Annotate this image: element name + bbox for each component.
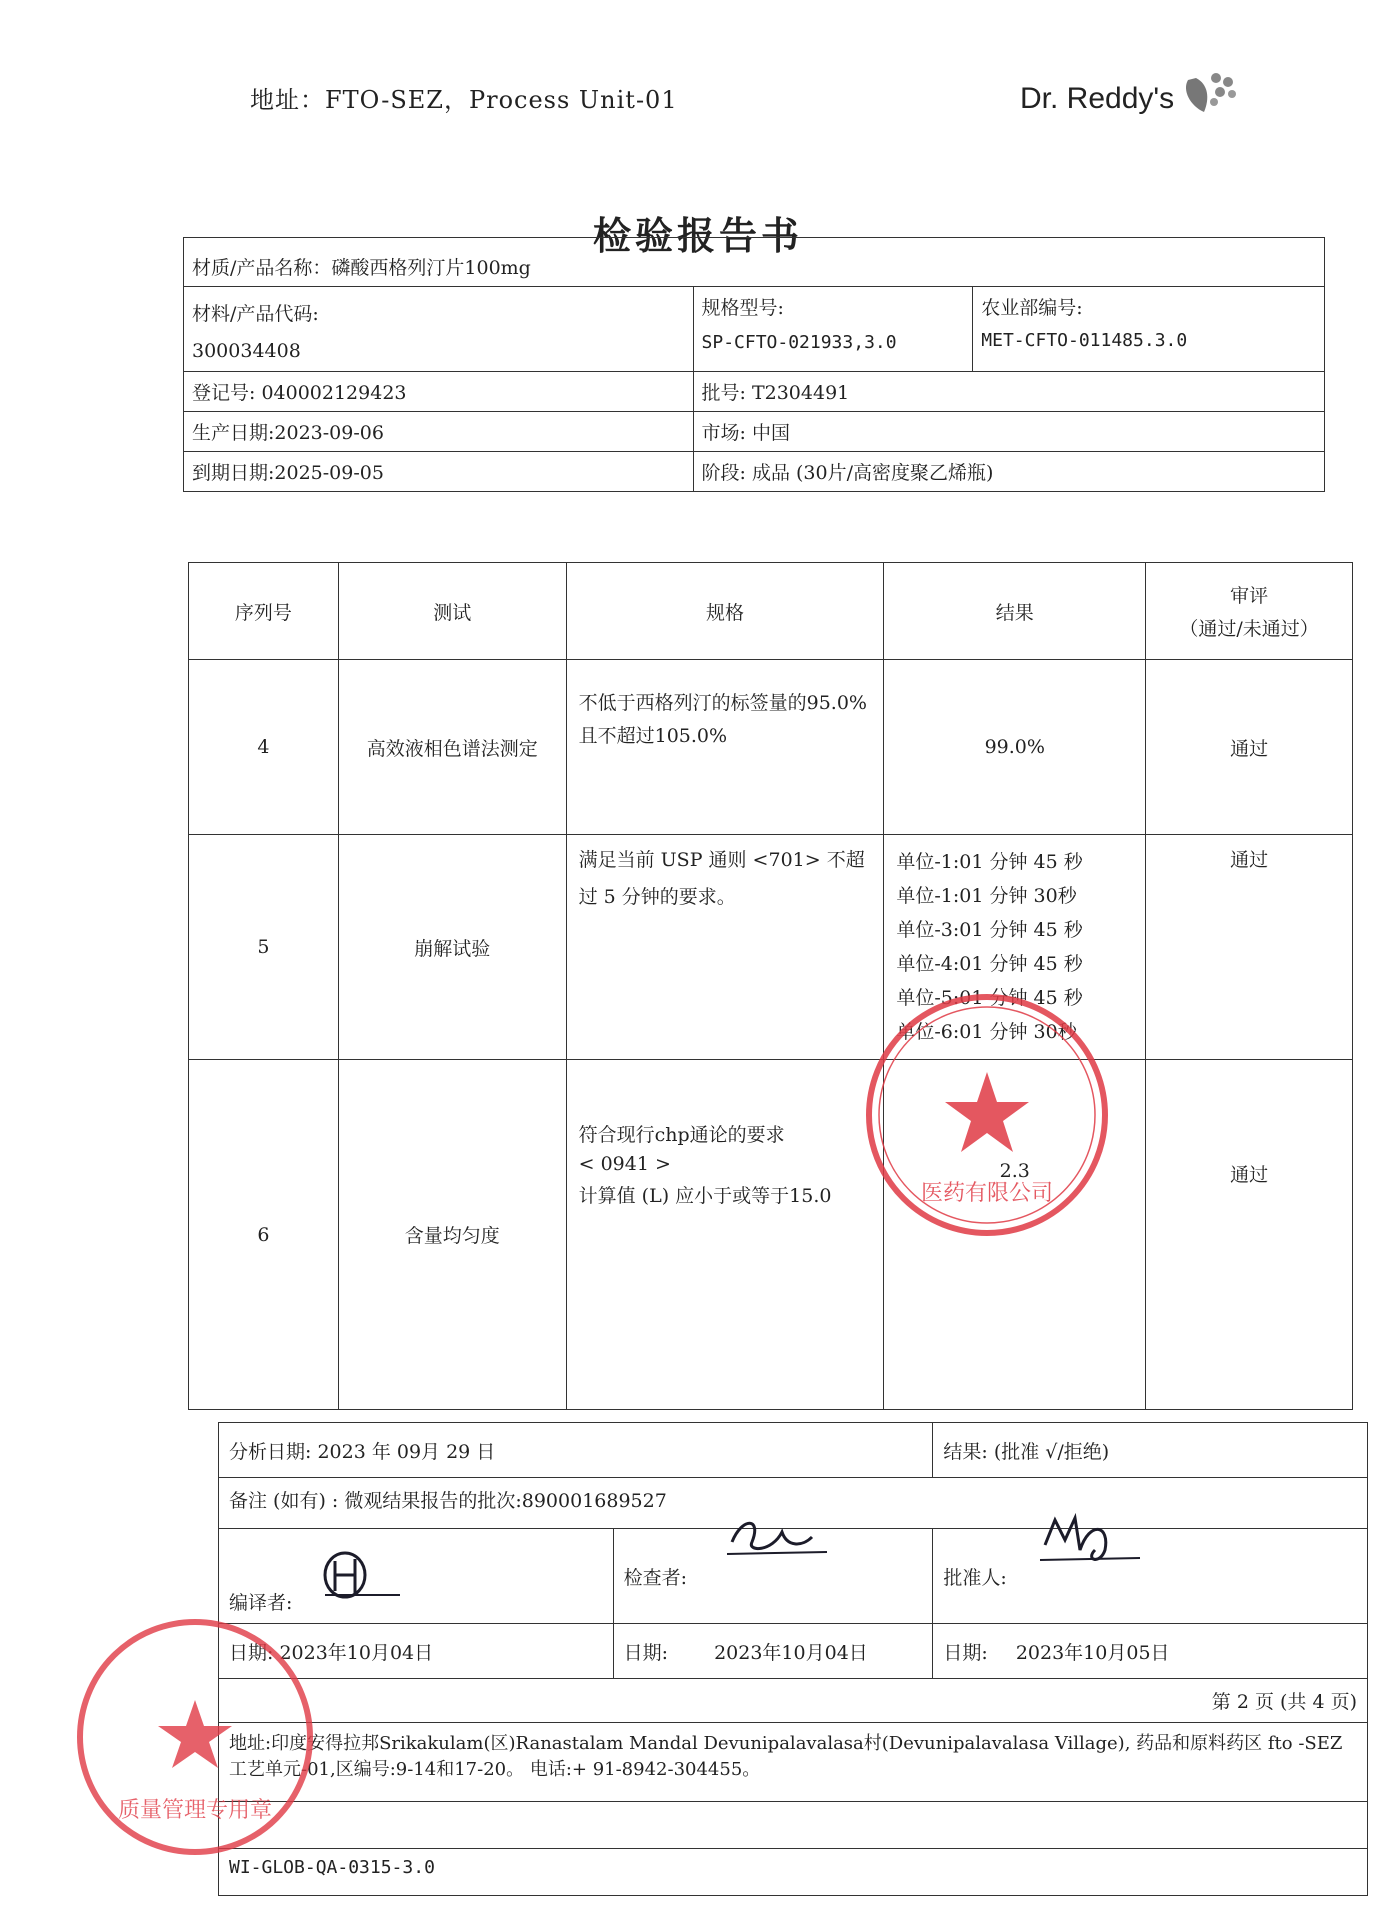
row-no: 6: [189, 1060, 339, 1410]
row-test: 崩解试验: [338, 835, 566, 1060]
stage: 阶段: 成品 (30片/高密度聚乙烯瓶): [693, 452, 1324, 492]
checker-label: 检查者:: [623, 1566, 688, 1589]
spec-cell: [693, 287, 973, 372]
spec-value: SP-CFTO-021933,3.0: [701, 332, 897, 353]
quality-management-stamp: [70, 1612, 320, 1862]
document-code: WI-GLOB-QA-0315-3.0: [219, 1849, 1368, 1896]
material-code-cell: [184, 287, 694, 372]
material-code-value: 300034408: [192, 340, 301, 362]
row-no: 4: [189, 660, 339, 835]
footer-address: 地址:印度安得拉邦Srikakulam(区)Ranastalam Mandal Devunipalavalasa村(Devunipalavalasa Village), 药品和原料药区 fto -SEZ工艺单元-01,区编号:9-14和17-20。 电话:+ 91-8942-304455。: [219, 1723, 1368, 1802]
product-name: 材质/产品名称：磷酸西格列汀片100mg: [184, 238, 1325, 287]
spec-line: 且不超过105.0%: [578, 725, 728, 747]
material-code-label: 材料/产品代码:: [192, 303, 319, 325]
row-review: 通过: [1146, 1060, 1353, 1410]
row-spec: [566, 660, 884, 835]
company-logo: [1020, 82, 1242, 118]
logo-text: Dr. Reddy's: [1020, 82, 1175, 115]
translator-signature: [315, 1545, 405, 1605]
page-number: 第 2 页 (共 4 页): [219, 1679, 1368, 1723]
table-row: [189, 660, 1353, 835]
production-date: 生产日期:2023-09-06: [184, 412, 694, 452]
result-line: 单位-1:01 分钟 45 秒: [896, 851, 1083, 873]
row-test: 含量均匀度: [338, 1060, 566, 1410]
doc-code-spacer: [219, 1802, 1368, 1849]
approver-date-cell: [933, 1624, 1368, 1679]
approver-cell: [933, 1529, 1368, 1624]
col-header-review: [1146, 563, 1353, 660]
agri-cell: [973, 287, 1325, 372]
result-line: 单位-4:01 分钟 45 秒: [896, 953, 1083, 975]
row-spec: [566, 835, 884, 1060]
header-address: 地址：FTO-SEZ，Process Unit-01: [250, 86, 678, 114]
approver-date: 2023年10月05日: [1015, 1641, 1170, 1664]
row-review: 通过: [1146, 835, 1353, 1060]
spec-line: 过 5 分钟的要求。: [578, 886, 736, 908]
spec-label: 规格型号:: [701, 297, 784, 319]
row-spec: [566, 1060, 884, 1410]
remarks: 备注 (如有) : 微观结果报告的批次:890001689527: [219, 1478, 1368, 1529]
svg-text:质量管理专用章: 质量管理专用章: [117, 1798, 273, 1823]
result-line: 2.3: [999, 1160, 1030, 1182]
checker-date-cell: [613, 1624, 933, 1679]
result-line: 99.0%: [984, 736, 1045, 758]
translator-date: 日期: 2023年10月04日: [219, 1624, 614, 1679]
agri-label: 农业部编号:: [981, 297, 1083, 319]
analysis-date: 分析日期: 2023 年 09月 29 日: [219, 1423, 933, 1478]
checker-signature: [722, 1512, 832, 1562]
registration-number: 登记号: 040002129423: [184, 372, 694, 412]
row-test: 高效液相色谱法测定: [338, 660, 566, 835]
checker-date-label: 日期:: [623, 1641, 669, 1664]
table-row: [189, 835, 1353, 1060]
spec-line: < 0941 >: [578, 1153, 671, 1175]
product-info-table: [183, 237, 1325, 492]
spec-line: 不低于西格列汀的标签量的95.0%: [578, 692, 867, 714]
signoff-table: [218, 1422, 1368, 1896]
approval-result: 结果: (批准 √/拒绝): [933, 1423, 1368, 1478]
agri-value: MET-CFTO-011485.3.0: [981, 330, 1188, 351]
result-line: 单位-1:01 分钟 30秒: [896, 885, 1077, 907]
translator-cell: [219, 1529, 614, 1624]
result-line: 单位-6:01 分钟 30秒: [896, 1021, 1077, 1043]
col-header-review-sub: （通过/未通过）: [1179, 618, 1319, 640]
table-row: [189, 1060, 1353, 1410]
expiry-date: 到期日期:2025-09-05: [184, 452, 694, 492]
approver-label: 批准人:: [943, 1566, 1007, 1589]
spec-line: 符合现行chp通论的要求: [578, 1124, 785, 1146]
spec-line: 计算值 (L) 应小于或等于15.0: [578, 1185, 832, 1207]
page-title: 检验报告书: [592, 213, 803, 258]
col-header-result: 结果: [884, 563, 1146, 660]
approver-signature: [1035, 1510, 1145, 1570]
col-header-test: 测试: [338, 563, 566, 660]
spec-line: 满足当前 USP 通则 <701> 不超: [578, 849, 865, 871]
table-header-row: [189, 563, 1353, 660]
result-line: 单位-5:01 分钟 45 秒: [896, 987, 1083, 1009]
official-seal-stamp: [862, 990, 1112, 1240]
checker-date: 2023年10月04日: [714, 1641, 868, 1664]
col-header-review-title: 审评: [1230, 585, 1269, 607]
col-header-spec: 规格: [566, 563, 884, 660]
logo-mark-icon: [1180, 68, 1242, 118]
svg-text:医药有限公司: 医药有限公司: [920, 1181, 1054, 1206]
row-no: 5: [189, 835, 339, 1060]
result-line: 单位-3:01 分钟 45 秒: [896, 919, 1083, 941]
test-results-table: [188, 562, 1353, 1410]
row-result: [884, 660, 1146, 835]
approver-date-label: 日期:: [943, 1641, 988, 1664]
translator-label: 编译者:: [229, 1592, 293, 1614]
row-review: 通过: [1146, 660, 1353, 835]
batch-number: 批号: T2304491: [693, 372, 1324, 412]
market: 市场: 中国: [693, 412, 1324, 452]
col-header-no: 序列号: [189, 563, 339, 660]
